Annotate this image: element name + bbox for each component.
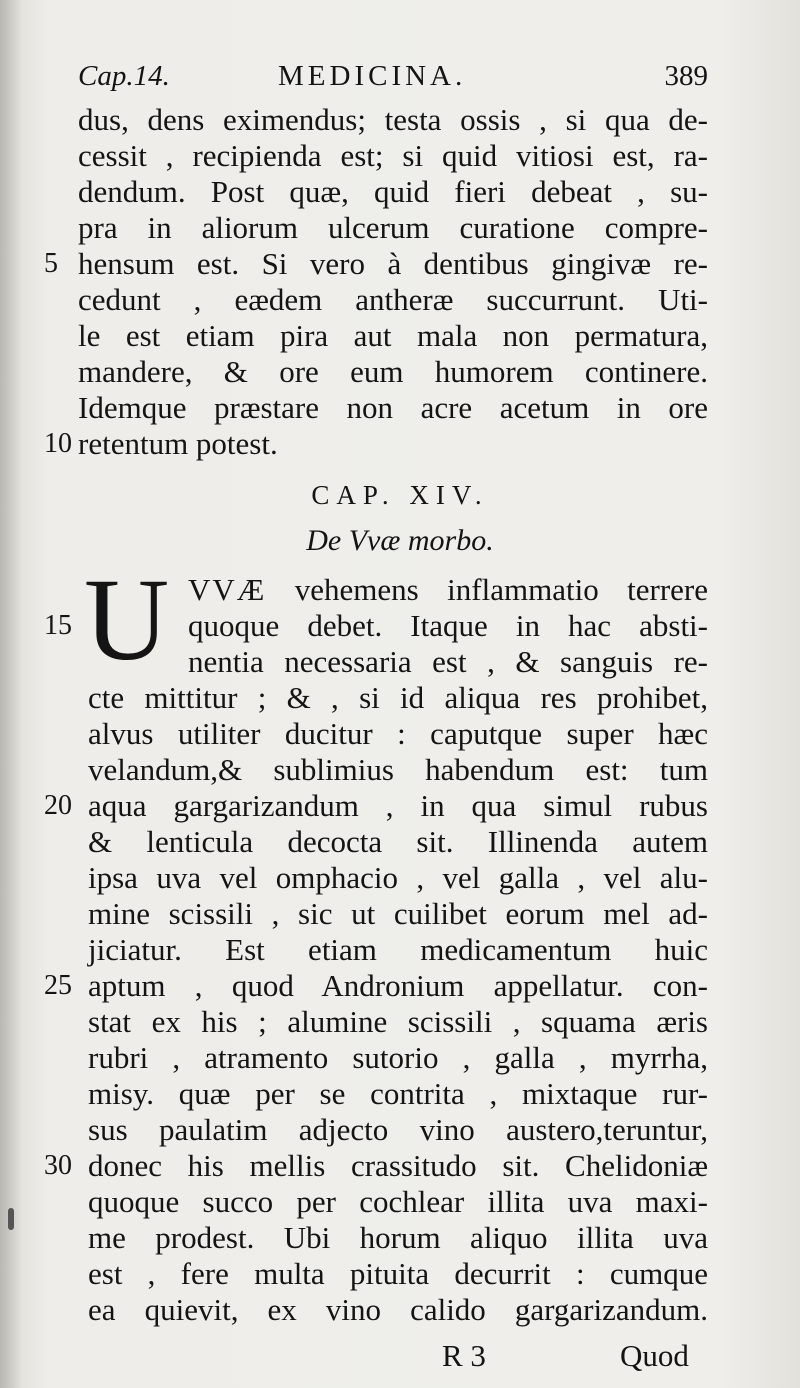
ink-smudge [8,1208,14,1230]
text-line: cedunt , eædem antheræ succurrunt. Uti- [78,282,708,317]
text-line: pra in aliorum ulcerum curatione compre- [78,210,708,245]
text-line: cte mittitur ; & , si id aliqua res prohibet, [88,680,708,715]
text-line: quoque succo per cochlear illita uva maxi- [88,1184,708,1219]
text-line: mine scissili , sic ut cuilibet eorum mel ad- [88,896,708,931]
text-line: alvus utiliter ducitur : caputque super hæc [88,716,708,751]
catchword: Quod [620,1338,689,1373]
chapter-subtitle: De Vvæ morbo. [306,524,494,557]
text-line: le est etiam pira aut mala non permatura, [78,318,708,353]
text-line: dendum. Post quæ, quid fieri debeat , su- [78,174,708,209]
text-line-content: vehemens inflammatio terrere [294,572,708,607]
header-title: MEDICINA. [278,60,467,92]
drop-cap: U [84,554,170,685]
text-line: rubri , atramento sutorio , galla , myrrha, [88,1040,708,1075]
chapter-title: CAP. XIV. [311,480,489,510]
text-line: ipsa uva vel omphacio , vel galla , vel alu- [88,860,708,895]
signature-mark: R 3 [442,1338,486,1373]
line-number: 15 [44,610,72,641]
text-line: ea quievit, ex vino calido gargarizandum. [88,1292,708,1327]
text-line: me prodest. Ubi horum aliquo illita uva [88,1220,708,1255]
line-number: 25 [44,970,72,1001]
text-line: & lenticula decocta sit. Illinenda autem [88,824,708,859]
line-number: 20 [44,790,72,821]
text-line [188,572,708,608]
line-number: 10 [44,428,72,459]
text-line: sus paulatim adjecto vino austero,teruntur, [88,1112,708,1147]
text-line: Idemque præstare non acre acetum in ore [78,390,708,425]
text-line: donec his mellis crassitudo sit. Chelidoniæ [88,1148,708,1183]
text-line: est , fere multa pituita decurrit : cumque [88,1256,708,1291]
text-line: quoque debet. Itaque in hac absti- [188,608,708,643]
text-line: nentia necessaria est , & sanguis re- [188,644,708,679]
header-chapter: Cap.14. [78,60,170,92]
text-line: cessit , recipienda est; si quid vitiosi est, ra- [78,138,708,173]
page-gutter-shadow [0,0,22,1388]
line-number: 5 [44,248,58,279]
running-header [78,60,708,100]
text-line: stat ex his ; alumine scissili , squama æris [88,1004,708,1039]
text-line: dus, dens eximendus; testa ossis , si qua de- [78,102,708,137]
text-line: mandere, & ore eum humorem continere. [78,354,708,389]
text-line: hensum est. Si vero à dentibus gingivæ re- [78,246,708,281]
page-number: 389 [664,60,708,92]
text-line: retentum potest. [78,426,278,461]
first-word: VVÆ [188,572,267,607]
text-line: misy. quæ per se contrita , mixtaque rur- [88,1076,708,1111]
text-line: jiciatur. Est etiam medicamentum huic [88,932,708,967]
text-line: aptum , quod Andronium appellatur. con- [88,968,708,1003]
line-number: 30 [44,1150,72,1181]
text-line: velandum,& sublimius habendum est: tum [88,752,708,787]
text-line: aqua gargarizandum , in qua simul rubus [88,788,708,823]
